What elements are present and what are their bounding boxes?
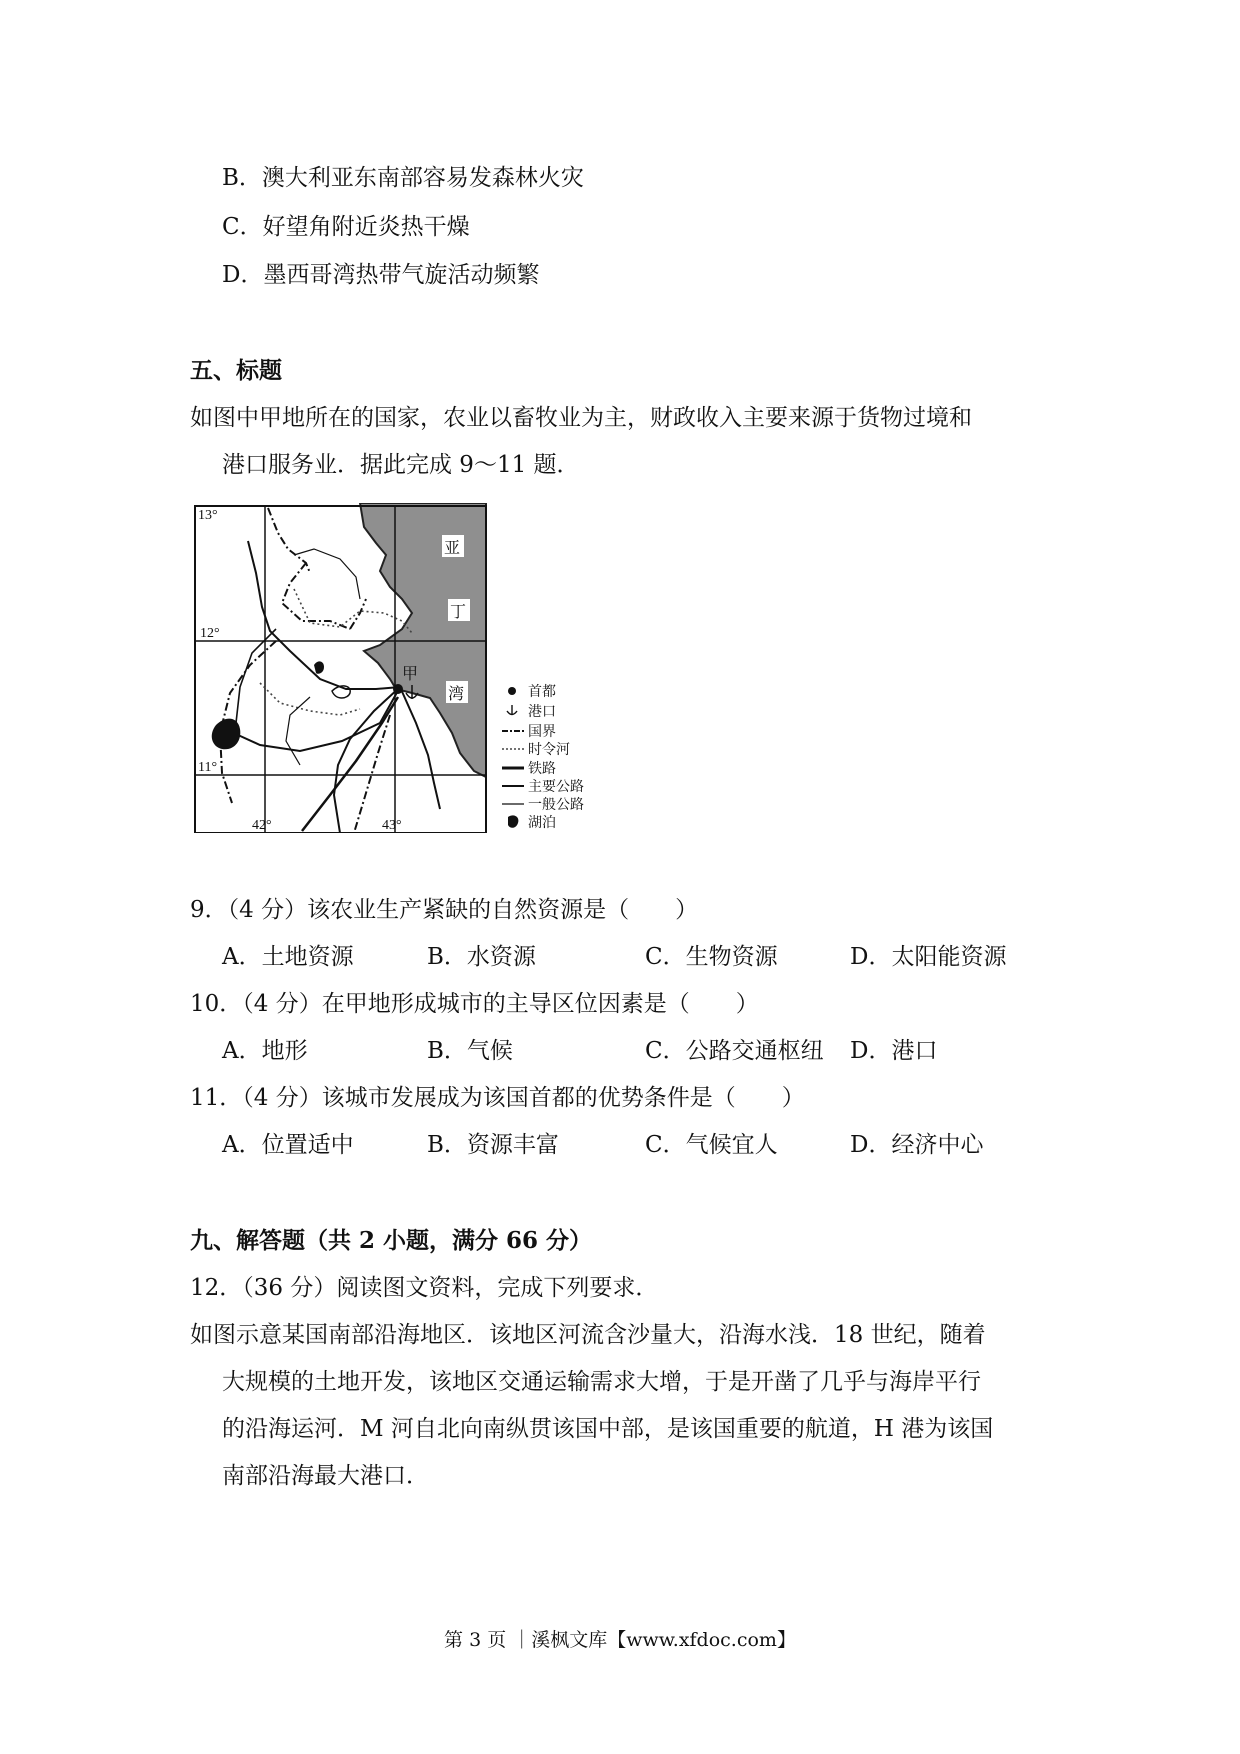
lon-label-43: 43° <box>382 818 402 833</box>
label-jia: 甲 <box>402 664 419 683</box>
lat-label-11: 11° <box>198 760 218 775</box>
map-figure <box>190 503 620 833</box>
legend-border: 国界 <box>528 724 556 740</box>
question-11-option-c: C．气候宜人 <box>645 1132 778 1158</box>
label-ding: 丁 <box>450 602 467 621</box>
lake-large <box>212 719 241 750</box>
question-9-option-b: B．水资源 <box>427 944 536 970</box>
question-10-option-a: A．地形 <box>222 1038 308 1064</box>
question-12-text-line3: 的沿海运河．M 河自北向南纵贯该国中部，是该国重要的航道，H 港为该国 <box>222 1416 994 1442</box>
label-wan: 湾 <box>448 684 465 703</box>
lat-label-12: 12° <box>200 626 220 641</box>
capital-marker <box>393 684 403 694</box>
legend-river: 时令河 <box>528 742 570 758</box>
prev-option-d: D．墨西哥湾热带气旋活动频繁 <box>222 262 540 288</box>
page-footer: 第 3 页 ｜溪枫文库【www.xfdoc.com】 <box>444 1629 796 1651</box>
question-11-options <box>222 1130 1042 1160</box>
question-12-text-line2: 大规模的土地开发，该地区交通运输需求大增，于是开凿了几乎与海岸平行 <box>222 1369 981 1395</box>
question-9-option-d: D．太阳能资源 <box>850 944 1007 970</box>
legend-lake: 湖泊 <box>528 815 556 831</box>
legend-capital-icon <box>508 687 516 695</box>
legend-railway: 铁路 <box>528 761 556 777</box>
section5-intro-line1: 如图中甲地所在的国家，农业以畜牧业为主，财政收入主要来源于货物过境和 <box>190 405 972 431</box>
question-11-option-b: B．资源丰富 <box>427 1132 559 1158</box>
map-legend <box>502 684 584 831</box>
section9-title: 九、解答题（共 2 小题，满分 66 分） <box>190 1227 593 1254</box>
legend-port-icon <box>507 705 517 715</box>
question-10-options <box>222 1036 1042 1066</box>
legend-lake-icon <box>508 815 518 827</box>
section5-title: 五、标题 <box>190 357 282 384</box>
question-10-option-c: C．公路交通枢纽 <box>645 1038 824 1064</box>
lon-label-42: 42° <box>252 818 272 833</box>
legend-capital: 首都 <box>528 684 556 700</box>
legend-road: 一般公路 <box>528 797 584 813</box>
section5-intro-line2: 港口服务业．据此完成 9～11 题． <box>222 452 580 478</box>
question-10-option-d: D．港口 <box>850 1038 938 1064</box>
lake-small <box>314 661 324 673</box>
lat-label-13: 13° <box>198 508 218 523</box>
question-9-stem: 9．（4 分）该农业生产紧缺的自然资源是（ ） <box>190 897 699 923</box>
question-10-option-b: B．气候 <box>427 1038 513 1064</box>
question-11-stem: 11．（4 分）该城市发展成为该国首都的优势条件是（ ） <box>190 1085 805 1111</box>
question-12-text-line1: 如图示意某国南部沿海地区．该地区河流含沙量大，沿海水浅．18 世纪，随着 <box>190 1322 986 1348</box>
gulf-area <box>360 503 486 777</box>
label-ya: 亚 <box>444 538 461 557</box>
prev-option-c: C．好望角附近炎热干燥 <box>222 214 470 240</box>
question-9-options <box>222 942 1042 972</box>
question-9-option-a: A．土地资源 <box>222 944 354 970</box>
question-11-option-a: A．位置适中 <box>222 1132 354 1158</box>
question-12-text-line4: 南部沿海最大港口． <box>222 1463 429 1489</box>
question-9-option-c: C．生物资源 <box>645 944 778 970</box>
legend-port: 港口 <box>528 704 556 720</box>
question-12-stem: 12．（36 分）阅读图文资料，完成下列要求． <box>190 1275 659 1301</box>
prev-option-b: B．澳大利亚东南部容易发森林火灾 <box>222 165 584 191</box>
legend-main-road: 主要公路 <box>528 779 584 795</box>
question-10-stem: 10．（4 分）在甲地形成城市的主导区位因素是（ ） <box>190 991 759 1017</box>
question-11-option-d: D．经济中心 <box>850 1132 984 1158</box>
